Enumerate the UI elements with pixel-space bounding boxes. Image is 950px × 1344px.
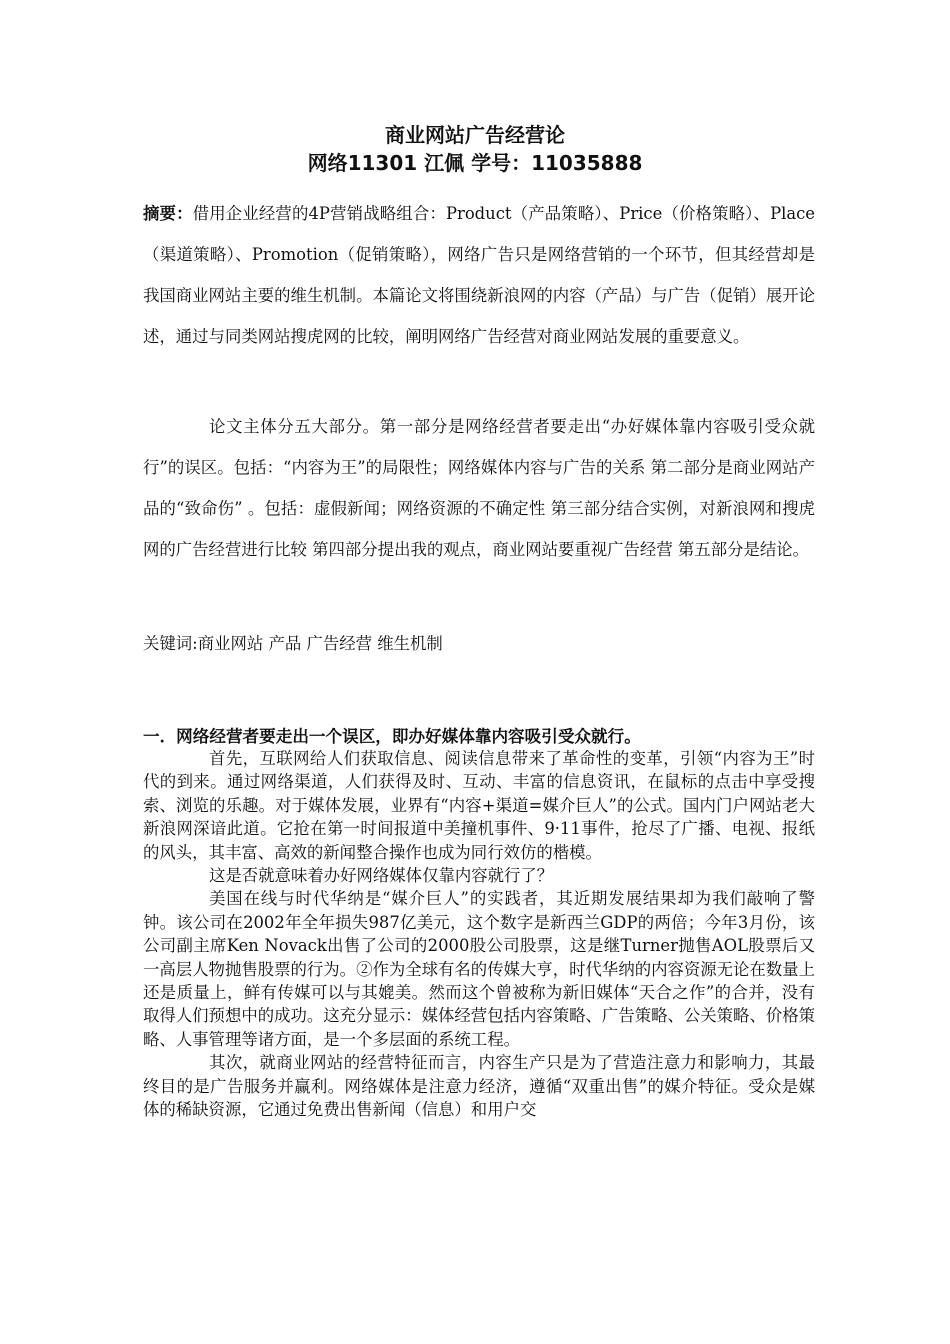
body-paragraph: 首先，互联网给人们获取信息、阅读信息带来了革命性的变革，引领“内容为王”时代的到来。通过网络渠道，人们获得及时、互动、丰富的信息资讯，在鼠标的点击中享受搜索、浏览的乐趣。对于媒体发展，业界有“内容+渠道=媒介巨人”的公式。国内门户网站老大新浪网深谙此道。它抢在第一时间报道中美撞机事件、9·11事件，抢尽了广播、电视、报纸的风头，其丰富、高效的新闻整合操作也成为同行效仿的楷模。 xyxy=(143,749,815,862)
abstract xyxy=(143,193,815,357)
document-title: 商业网站广告经营论 xyxy=(385,123,565,147)
body-paragraph: 美国在线与时代华纳是“媒介巨人”的实践者，其近期发展结果却为我们敲响了警钟。该公司在2002年全年损失987亿美元，这个数字是新西兰GDP的两倍；今年3月份，该公司副主席Ken Novack出售了公司的2000股公司股票，这是继Turner抛售AOL股票后又一高层人物抛售股票的行为。②作为全球有名的传媒大亨，时代华纳的内容资源无论在数量上还是质量上，鲜有传媒可以与其媲美。然而这个曾被称为新旧媒体“天合之作”的合并，没有取得人们预想中的成功。这充分显示：媒体经营包括内容策略、广告策略、公关策略、价格策略、人事管理等诸方面，是一个多层面的系统工程。 xyxy=(143,889,816,1049)
keywords: 关键词:商业网站 产品 广告经营 维生机制 xyxy=(143,634,443,653)
section-heading: 一．网络经营者要走出一个误区，即办好媒体靠内容吸引受众就行。 xyxy=(143,726,641,746)
body-paragraph: 其次，就商业网站的经营特征而言，内容生产只是为了营造注意力和影响力，其最终目的是广告服务并赢利。网络媒体是注意力经济，遵循“双重出售”的媒介特征。受众是媒体的稀缺资源，它通过免费出售新闻（信息）和用户交 xyxy=(143,1053,815,1120)
abstract-label: 摘要： xyxy=(143,204,193,223)
section-body xyxy=(143,747,815,1122)
author-line: 网络11301 江佩 学号：11035888 xyxy=(307,151,643,175)
abstract-text: 借用企业经营的4P营销战略组合：Product（产品策略）、Price（价格策略）、Place（渠道策略）、Promotion（促销策略），网络广告只是网络营销的一个环节，但其经营却是我国商业网站主要的维生机制。本篇论文将围绕新浪网的内容（产品）与广告（促销）展开论述，通过与同类网站搜虎网的比较，阐明网络广告经营对商业网站发展的重要意义。 xyxy=(143,204,816,346)
structure-summary: 论文主体分五大部分。第一部分是网络经营者要走出“办好媒体靠内容吸引受众就行”的误区。包括：“内容为王”的局限性；网络媒体内容与广告的关系 第二部分是商业网站产品的“致命伤” 。包括：虚假新闻；网络资源的不确定性 第三部分结合实例，对新浪网和搜虎网的广告经营进行比较 第四部分提出我的观点，商业网站要重视广告经营 第五部分是结论。 xyxy=(143,417,815,559)
body-paragraph: 这是否就意味着办好网络媒体仅靠内容就行了？ xyxy=(209,866,554,886)
